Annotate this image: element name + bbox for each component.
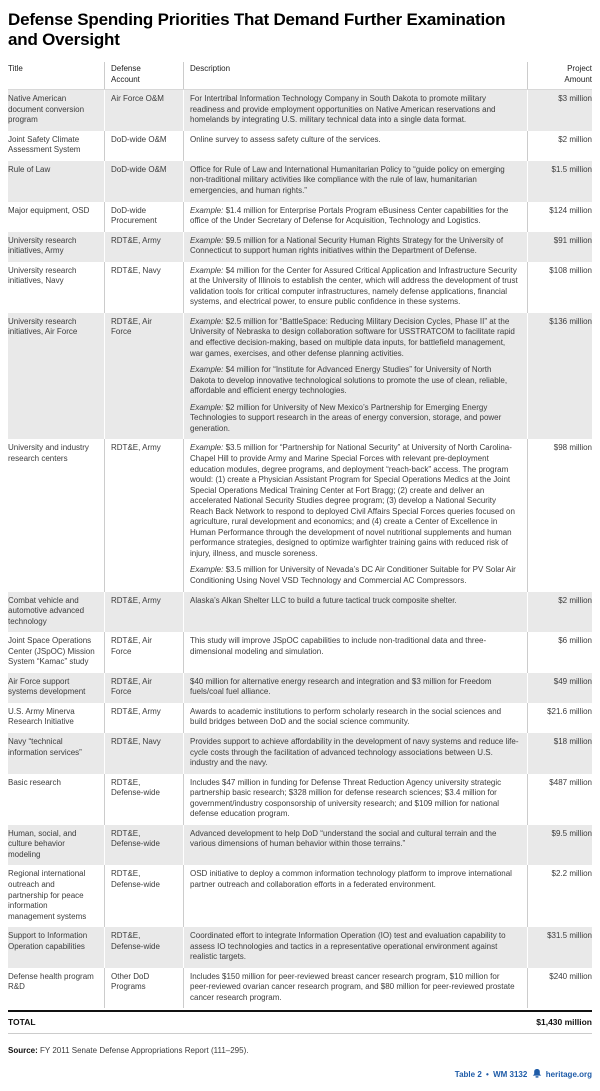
description-paragraph: Awards to academic institutions to perform scholarly research in the social sciences and build bridges between DoD and the social science community. bbox=[190, 706, 502, 727]
description-paragraph: $40 million for alternative energy research and integration and $3 million for Freedom fuels/coal fuel alliance. bbox=[190, 676, 492, 697]
row-account-cell: RDT&E, Navy bbox=[104, 262, 183, 313]
table-row bbox=[8, 774, 592, 825]
row-title-cell: Regional international outreach and partnership for peace information management systems bbox=[8, 869, 87, 921]
row-title-cell: Major equipment, OSD bbox=[8, 205, 90, 215]
row-amount-cell: $136 million bbox=[527, 313, 592, 439]
description-paragraph: OSD initiative to deploy a common information technology platform to improve international partner outreach and collaboration efforts in a federated environment. bbox=[190, 869, 512, 889]
table-row bbox=[8, 439, 592, 591]
row-title-cell: Support to Information Operation capabilities bbox=[8, 927, 104, 968]
table-row bbox=[8, 927, 592, 968]
row-amount-cell: $31.5 million bbox=[527, 927, 592, 968]
total-label: TOTAL bbox=[8, 1017, 36, 1028]
table-row bbox=[8, 90, 592, 131]
row-description-cell bbox=[183, 825, 527, 866]
row-title-cell: Human, social, and culture behavior modeling bbox=[8, 825, 104, 866]
example-label: Example: bbox=[190, 235, 224, 245]
row-amount-cell: $1.5 million bbox=[527, 161, 592, 202]
description-paragraph: Provides support to achieve affordability in the development of navy systems and reduce life-cycle costs through the facilitation of advanced technology associations between U.S. industry and the navy. bbox=[190, 736, 519, 768]
row-account-cell: RDT&E, Army bbox=[104, 232, 183, 262]
row-description-cell bbox=[183, 262, 527, 313]
description-paragraph: Alaska’s Alkan Shelter LLC to build a future tactical truck composite shelter. bbox=[190, 595, 457, 605]
row-amount-cell: $98 million bbox=[527, 439, 592, 591]
row-amount-cell: $240 million bbox=[527, 968, 592, 1009]
description-paragraph: Coordinated effort to integrate Information Operation (IO) test and evaluation capability to assess IO technologies and tactics in a representative operational environment against realistic targets. bbox=[190, 931, 506, 962]
example-label: Example: bbox=[190, 402, 224, 412]
row-amount-cell: $6 million bbox=[527, 632, 592, 673]
row-description-cell bbox=[183, 733, 527, 774]
column-header-account bbox=[104, 62, 183, 89]
description-paragraph: Example: $1.4 million for Enterprise Portals Program eBusiness Center capabilities for the office of the Under Secretary of Defense for Acquisition, Technology and Logistics. bbox=[190, 205, 509, 226]
source-label: Source: bbox=[8, 1046, 38, 1056]
column-header-amount-label: Project Amount bbox=[564, 64, 592, 84]
row-description-cell bbox=[183, 202, 527, 232]
row-title-cell: University research initiatives, Army bbox=[8, 232, 104, 262]
table-row bbox=[8, 232, 592, 262]
row-description-cell bbox=[183, 632, 527, 673]
table-row bbox=[8, 202, 592, 232]
row-account-cell: DoD-wide Procurement bbox=[104, 202, 183, 232]
row-title-cell: Native American document conversion program bbox=[8, 90, 104, 131]
row-account-cell: RDT&E, Army bbox=[104, 592, 183, 633]
row-title-cell: Basic research bbox=[8, 777, 61, 787]
table-row bbox=[8, 632, 592, 673]
table-row bbox=[8, 161, 592, 202]
row-amount-cell: $2 million bbox=[527, 592, 592, 633]
row-description-cell bbox=[183, 90, 527, 131]
row-title-cell: University research initiatives, Air Force bbox=[8, 313, 104, 439]
description-paragraph: Office for Rule of Law and International Humanitarian Policy to “guide policy on emerging non-traditional military activities like compliance with the rule of law, humanitarian emergencies, and human rights.” bbox=[190, 164, 505, 196]
row-account-cell: RDT&E, Army bbox=[104, 703, 183, 733]
row-account-cell: RDT&E, Defense-wide bbox=[104, 825, 183, 866]
description-paragraph: Example: $3.5 million for University of Nevada’s DC Air Conditioner Suitable for PV Solar Air Conditioning Using Novel VSD Technology and Commercial AC Compressors. bbox=[190, 565, 516, 585]
source-text: FY 2011 Senate Defense Appropriations Report (111–295). bbox=[37, 1046, 249, 1056]
description-paragraph: For Intertribal Information Technology Company in South Dakota to promote military readiness and provide employment opportunities on Native American reservations and homelands by integrating U.S. military technical data into a single data format. bbox=[190, 94, 496, 125]
example-label: Example: bbox=[190, 265, 224, 275]
heritage-link[interactable]: heritage.org bbox=[545, 1070, 592, 1080]
page-title: Defense Spending Priorities That Demand Further Examination and Oversight bbox=[8, 10, 506, 50]
source-note bbox=[8, 1046, 592, 1055]
description-paragraph: Includes $47 million in funding for Defense Threat Reduction Agency university strategic partnership basic research; $328 million for defense research sciences; $3.4 million for government/industry cosponsorship of university research; and $109 million for national defense education program. bbox=[190, 777, 502, 819]
credit-line bbox=[8, 1069, 592, 1079]
column-header-title: Title bbox=[8, 64, 23, 74]
total-row bbox=[8, 1010, 592, 1034]
row-amount-cell: $2.2 million bbox=[527, 865, 592, 927]
row-amount-cell: $3 million bbox=[527, 90, 592, 131]
description-paragraph: Example: $9.5 million for a National Security Human Rights Strategy for the University of Connecticut to support human rights initiatives within the Department of Defense. bbox=[190, 235, 504, 256]
row-description-cell bbox=[183, 592, 527, 633]
row-account-cell: DoD-wide O&M bbox=[104, 161, 183, 202]
row-title-cell: Combat vehicle and automotive advanced technology bbox=[8, 592, 104, 633]
example-label: Example: bbox=[190, 205, 224, 215]
row-title-cell: Navy “technical information services” bbox=[8, 733, 104, 774]
row-account-cell: RDT&E, Navy bbox=[104, 733, 183, 774]
description-paragraph: Advanced development to help DoD “understand the social and cultural terrain and the various dimensions of human behavior within those terrains.” bbox=[190, 828, 497, 849]
row-description-cell bbox=[183, 131, 527, 161]
row-title-cell: University and industry research centers bbox=[8, 443, 89, 463]
row-amount-cell: $18 million bbox=[527, 733, 592, 774]
row-description-cell bbox=[183, 927, 527, 968]
table-row bbox=[8, 968, 592, 1009]
row-description-cell bbox=[183, 313, 527, 439]
row-description-cell bbox=[183, 439, 527, 591]
description-paragraph: Example: $2 million for University of New Mexico’s Partnership for Emerging Energy Technologies to support research in the areas of energy conversion, storage, and power generation. bbox=[190, 402, 502, 433]
description-paragraph: This study will improve JSpOC capabilities to include non-traditional data and three-dimensional modeling and simulation. bbox=[190, 636, 487, 656]
table-body bbox=[8, 90, 592, 1008]
table-row bbox=[8, 262, 592, 313]
table-row bbox=[8, 703, 592, 733]
row-title-cell: Defense health program R&D bbox=[8, 971, 94, 992]
row-title-cell: Air Force support systems development bbox=[8, 673, 104, 703]
table-row bbox=[8, 673, 592, 703]
table-row bbox=[8, 592, 592, 633]
table-ref: Table 2 bbox=[454, 1070, 482, 1080]
row-amount-cell: $49 million bbox=[527, 673, 592, 703]
example-label: Example: bbox=[190, 316, 224, 326]
row-amount-cell: $487 million bbox=[527, 774, 592, 825]
row-amount-cell: $2 million bbox=[527, 131, 592, 161]
row-account-cell: RDT&E, Air Force bbox=[104, 673, 183, 703]
row-amount-cell: $91 million bbox=[527, 232, 592, 262]
column-header-account-label: Defense Account bbox=[111, 64, 141, 84]
row-description-cell bbox=[183, 774, 527, 825]
row-amount-cell: $21.6 million bbox=[527, 703, 592, 733]
description-paragraph: Includes $150 million for peer-reviewed breast cancer research program, $10 million for peer-reviewed ovarian cancer research program, and $80 million for peer-reviewed prostate cancer research program. bbox=[190, 971, 515, 1002]
row-account-cell: RDT&E, Air Force bbox=[104, 313, 183, 439]
liberty-bell-icon bbox=[532, 1069, 542, 1078]
table-header bbox=[8, 62, 592, 90]
row-account-cell: RDT&E, Army bbox=[104, 439, 183, 591]
column-header-amount bbox=[527, 62, 592, 89]
row-title-cell: Rule of Law bbox=[8, 161, 104, 202]
row-description-cell bbox=[183, 968, 527, 1009]
total-amount: $1,430 million bbox=[536, 1017, 592, 1028]
row-description-cell bbox=[183, 703, 527, 733]
row-account-cell: RDT&E, Defense-wide bbox=[104, 927, 183, 968]
description-paragraph: Example: $3.5 million for “Partnership for National Security” at University of North Carolina-Chapel Hill to provide Army and Marine Special Forces with relevant pre-deployment education modules, degree programs, and deployment “reach-back” access. The program would: (1) create a Physician Assistant Program for Special Operations Medics at the Joint Special Operations Medical Training Center at Fort Bragg; (2) create and deliver an accelerated National Security Studies degree program; (3) develop a National Security Reach Back Network to respond to deployed Civil Affairs Special Forces queries focused on agriculture, rural development and economics; and (4) create a Center of Excellence in Human Performance through the development of novel nutritional supplements and human performance strategies, designed to optimize warfighter training gains with reduced risk of injury, illness, and muscle soreness. bbox=[190, 443, 515, 558]
row-account-cell: RDT&E, Defense-wide bbox=[104, 865, 183, 927]
doc-ref: WM 3132 bbox=[493, 1070, 528, 1080]
table-row bbox=[8, 733, 592, 774]
row-account-cell: RDT&E, Air Force bbox=[104, 632, 183, 673]
row-title-cell: Joint Safety Climate Assessment System bbox=[8, 134, 81, 155]
row-title-cell: Joint Space Operations Center (JSpOC) Mission System “Kamac” study bbox=[8, 636, 95, 667]
row-amount-cell: $9.5 million bbox=[527, 825, 592, 866]
table-row bbox=[8, 131, 592, 161]
example-label: Example: bbox=[190, 565, 224, 575]
table-row bbox=[8, 825, 592, 866]
table-row bbox=[8, 313, 592, 439]
column-header-description: Description bbox=[183, 62, 527, 89]
description-paragraph: Online survey to assess safety culture of the services. bbox=[190, 134, 381, 144]
row-account-cell: DoD-wide O&M bbox=[104, 131, 183, 161]
row-amount-cell: $124 million bbox=[527, 202, 592, 232]
row-title-cell: U.S. Army Minerva Research Initiative bbox=[8, 706, 75, 727]
row-amount-cell: $108 million bbox=[527, 262, 592, 313]
table-row bbox=[8, 865, 592, 927]
row-account-cell: Other DoD Programs bbox=[104, 968, 183, 1009]
credit-separator: • bbox=[486, 1070, 489, 1080]
description-paragraph: Example: $4 million for “Institute for Advanced Energy Studies” for University of North Dakota to develop innovative technological solutions to promote the use of clean, reliable, affordable and efficient energy technologies. bbox=[190, 365, 508, 396]
row-description-cell bbox=[183, 161, 527, 202]
row-description-cell bbox=[183, 673, 527, 703]
row-description-cell bbox=[183, 865, 527, 927]
example-label: Example: bbox=[190, 365, 224, 375]
row-title-cell: University research initiatives, Navy bbox=[8, 265, 77, 286]
description-paragraph: Example: $2.5 million for “BattleSpace: Reducing Military Decision Cycles, Phase II” at the University of Nebraska to design collaboration software for USSTRATCOM to facilitate rapid and effective decision-making, based on multiple data inputs, for battlefield management, war games, exercises, and other defense planning activities. bbox=[190, 316, 515, 358]
description-paragraph: Example: $4 million for the Center for Assured Critical Application and Infrastructure Security at the University of Illinois to establish the center, which will address the development of trust validation tools for critical computer infrastructures, namely defense applications, financial systems, and electrical power, to ensure public confidence in these systems. bbox=[190, 265, 518, 307]
row-description-cell bbox=[183, 232, 527, 262]
example-label: Example: bbox=[190, 443, 224, 453]
row-account-cell: Air Force O&M bbox=[104, 90, 183, 131]
row-account-cell: RDT&E, Defense-wide bbox=[104, 774, 183, 825]
